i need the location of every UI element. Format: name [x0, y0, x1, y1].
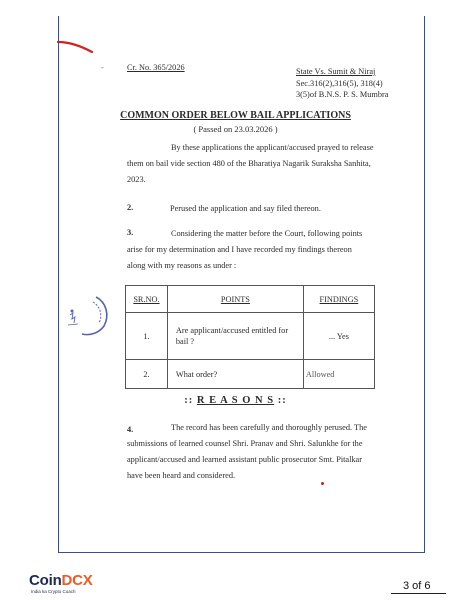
logo-wordmark: CoinDCX [29, 572, 93, 589]
paragraph-1-line2: them on bail vide section 480 of the Bharatiya Nagarik Suraksha Sanhita, [127, 159, 371, 168]
paragraph-4-line3: applicant/accused and learned assistant public prosecutor Smt. Pitalkar [127, 455, 363, 464]
page-indicator-underline [391, 593, 446, 594]
header-points: POINTS [167, 286, 303, 313]
red-dot-mark [321, 482, 324, 485]
row-1-srno: 1. [126, 313, 168, 360]
header-srno: SR.NO. [126, 286, 168, 313]
table-row [126, 313, 375, 360]
paragraph-4-line1: The record has been carefully and thoroughly perused. The [171, 423, 367, 432]
case-parties: State Vs. Sumit & Niraj [296, 67, 376, 76]
table-row [126, 360, 375, 389]
case-sections-line1: Sec.316(2),316(5), 318(4) [296, 79, 383, 88]
table-header-row [126, 286, 375, 313]
row-1-finding: ... Yes [303, 313, 374, 360]
case-sections-line2: 3(5)of B.N.S. P. S. Mumbra [296, 90, 389, 99]
paragraph-4 [127, 420, 397, 484]
court-stamp-icon [66, 293, 110, 337]
paragraph-4-line2: submissions of learned counsel Shri. Pranav and Shri. Salunkhe for the [127, 439, 363, 448]
coindcx-logo [29, 573, 93, 594]
paragraph-3-number: 3. [127, 228, 134, 237]
row-1-point: Are applicant/accused entitled for bail ? [167, 313, 303, 360]
paragraph-3 [127, 226, 397, 274]
header-findings: FINDINGS [303, 286, 374, 313]
row-2-finding: Allowed [303, 360, 374, 389]
points-findings-table [125, 285, 375, 389]
page-indicator: 3 of 6 [403, 580, 431, 592]
row-2-srno: 2. [126, 360, 168, 389]
paragraph-2-number: 2. [127, 203, 134, 212]
paragraph-3-line1: Considering the matter before the Court, following points [171, 229, 363, 238]
paragraph-3-line3: along with my reasons as under : [127, 261, 237, 270]
paragraph-1-line3: 2023. [127, 175, 146, 184]
paragraph-2-text: Perused the application and say filed thereon. [170, 204, 321, 213]
logo-tagline: India ka Crypto Coach [31, 589, 76, 594]
paragraph-4-line4: have been heard and considered. [127, 471, 236, 480]
case-number: - Cr. No. 365/2026 [127, 62, 185, 73]
paragraph-1-line1: By these applications the applicant/accused prayed to release [171, 143, 374, 152]
paragraph-3-line2: arise for my determination and I have recorded my findings thereon [127, 245, 352, 254]
passed-date: ( Passed on 23.03.2026 ) [193, 124, 278, 134]
row-2-point: What order? [167, 360, 303, 389]
red-pen-mark-icon [57, 40, 93, 54]
paragraph-4-number: 4. [127, 425, 134, 434]
paragraph-1 [127, 140, 397, 188]
order-title: COMMON ORDER BELOW BAIL APPLICATIONS [120, 110, 351, 121]
reasons-heading: :: R E A S O N S :: [184, 395, 287, 406]
